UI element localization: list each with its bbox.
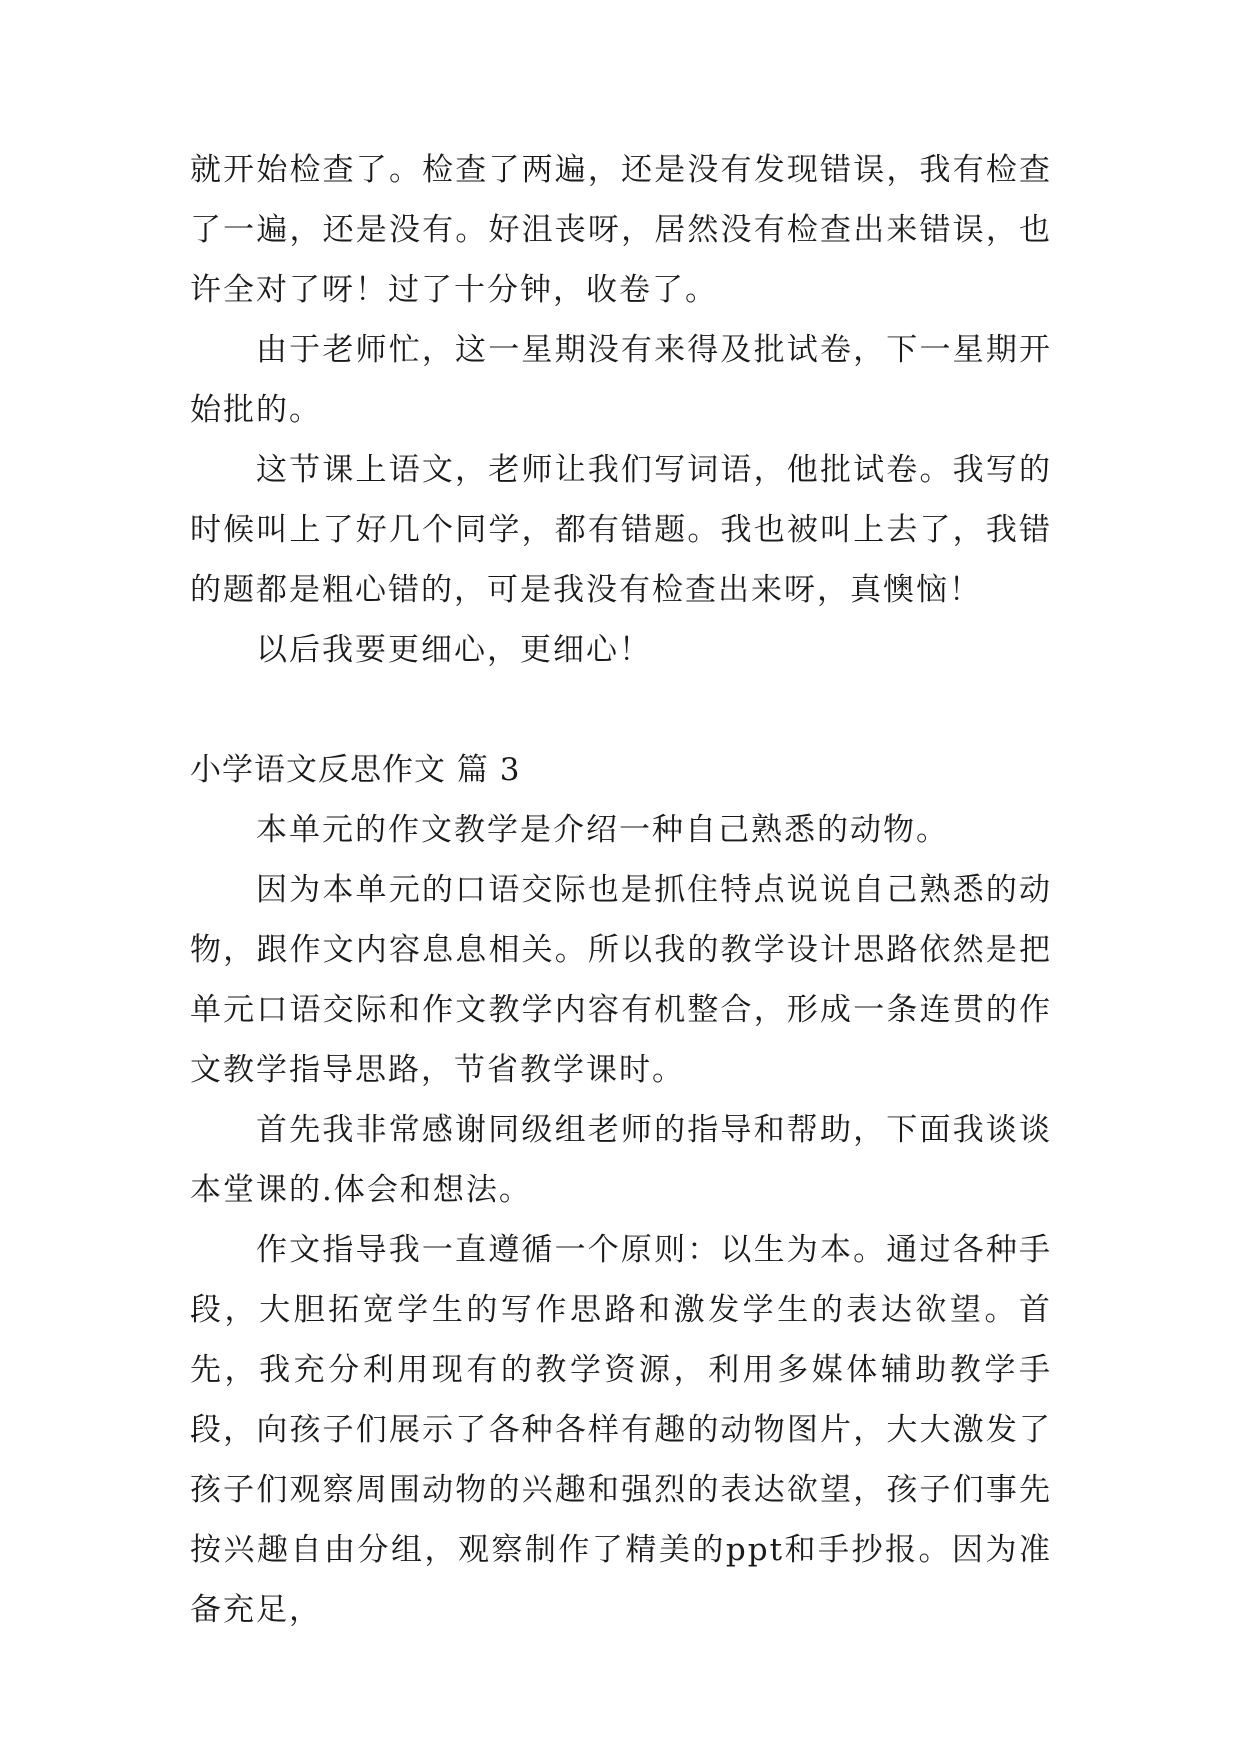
paragraph: 首先我非常感谢同级组老师的指导和帮助，下面我谈谈本堂课的.体会和想法。 [190, 1112, 1052, 1208]
paragraph: 作文指导我一直遵循一个原则：以生为本。通过各种手段，大胆拓宽学生的写作思路和激发学生的表达欲望。首先，我充分利用现有的教学资源，利用多媒体辅助教学手段，向孩子们展示了各种各样有趣的动物图片，大大激发了孩子们观察周围动物的兴趣和强烈的表达欲望，孩子们事先按兴趣自由分组，观察制作了精美的ppt和手抄报。因为准备充足， [190, 1232, 1052, 1628]
paragraph: 因为本单元的口语交际也是抓住特点说说自己熟悉的动物，跟作文内容息息相关。所以我的教学设计思路依然是把单元口语交际和作文教学内容有机整合，形成一条连贯的作文教学指导思路，节省教学课时。 [190, 872, 1052, 1088]
paragraph: 由于老师忙，这一星期没有来得及批试卷，下一星期开始批的。 [190, 332, 1052, 428]
paragraph: 这节课上语文，老师让我们写词语，他批试卷。我写的时候叫上了好几个同学，都有错题。我也被叫上去了，我错的题都是粗心错的，可是我没有检查出来呀，真懊恼！ [190, 452, 1052, 608]
section-heading: 小学语文反思作文 篇 3 [190, 752, 521, 788]
document-page [190, 140, 1052, 1640]
paragraph: 以后我要更细心，更细心！ [256, 632, 652, 668]
section-gap [190, 680, 1052, 740]
paragraph: 本单元的作文教学是介绍一种自己熟悉的动物。 [256, 812, 949, 848]
paragraph-continued: 就开始检查了。检查了两遍，还是没有发现错误，我有检查了一遍，还是没有。好沮丧呀，居然没有检查出来错误，也许全对了呀！过了十分钟，收卷了。 [190, 152, 1052, 308]
